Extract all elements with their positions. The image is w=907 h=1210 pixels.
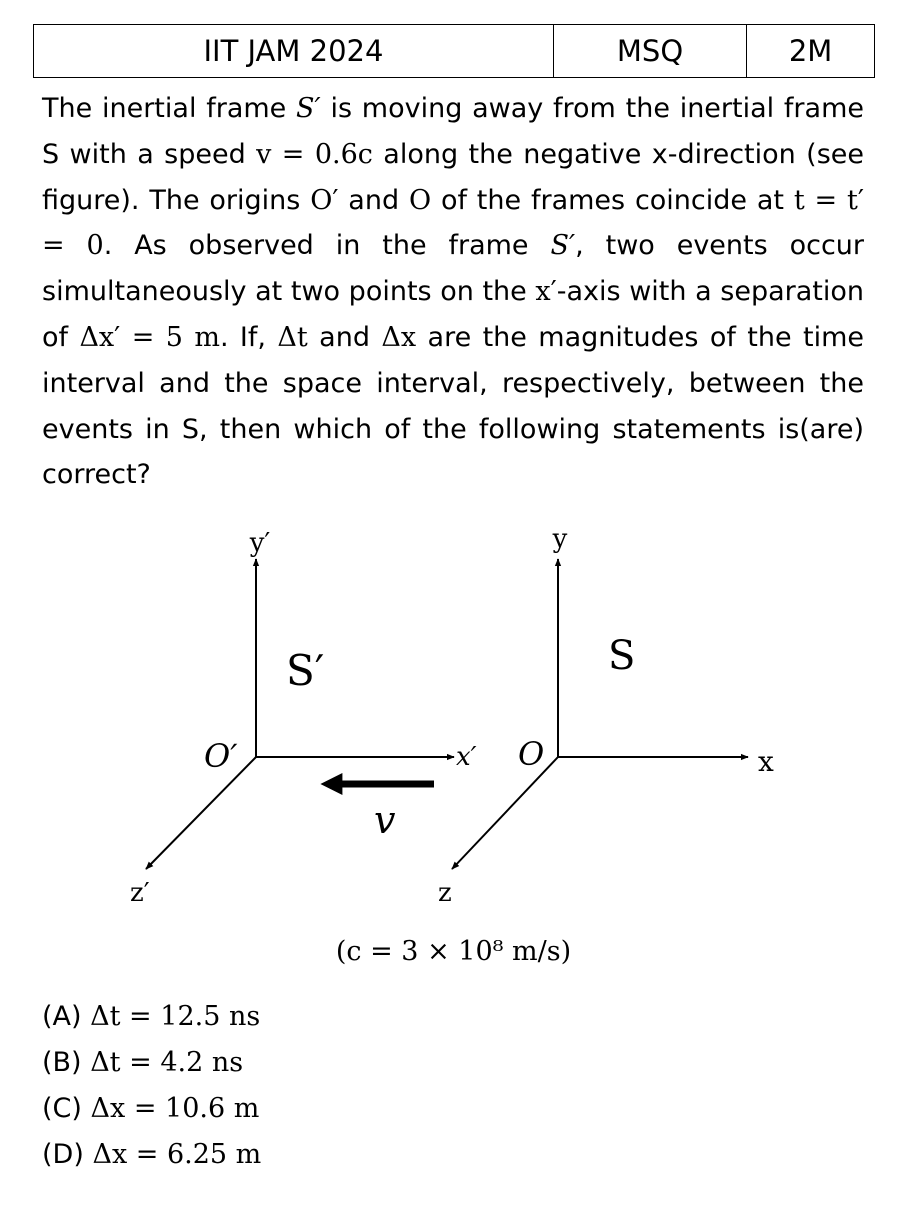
frame-s-prime-axes — [130, 528, 477, 908]
frames-figure — [118, 517, 788, 917]
header-table — [33, 24, 875, 78]
question-text-part: are the magnitudes of the time interval and the space interval, respectively, between the events in S, then which of the following statements is(are) correct? — [42, 321, 864, 491]
option-b-label: (B) — [42, 1047, 91, 1078]
question-text-part: is moving away from the inertial frame S with a speed — [42, 93, 864, 170]
option-a-value: Δt = 12.5 ns — [90, 1001, 261, 1032]
velocity-label: v — [374, 798, 396, 842]
z-prime-axis — [146, 757, 256, 869]
z-axis — [452, 757, 558, 869]
origin-prime-label: O′ — [204, 737, 238, 775]
marks-cell: 2M — [747, 25, 875, 78]
option-d-value: Δx = 6.25 m — [92, 1139, 262, 1170]
z-prime-label: z′ — [130, 878, 150, 908]
option-c[interactable] — [42, 1086, 261, 1132]
question-text-part: and — [307, 321, 382, 353]
x-prime-label: x′ — [456, 742, 477, 772]
option-b[interactable] — [42, 1040, 261, 1086]
exam-name-cell: IIT JAM 2024 — [34, 25, 554, 78]
question-text-part: along the negative x-direction (see figure). The origins — [42, 138, 864, 216]
question-text-part: The inertial frame — [42, 93, 297, 124]
question-text-part: . As observed in the frame — [103, 230, 551, 262]
question-text-part: of the frames coincide at — [431, 184, 794, 216]
frame-s-label: S — [608, 633, 636, 679]
question-text-part: . If, — [219, 321, 278, 353]
math-frame-s-prime: S′ — [550, 230, 576, 262]
math-x-prime: x′ — [535, 276, 557, 308]
z-label: z — [438, 878, 452, 908]
y-prime-label: y′ — [249, 528, 271, 558]
question-text — [42, 86, 864, 498]
question-type-cell: MSQ — [553, 25, 746, 78]
math-time-zero: t = t′ = 0 — [42, 184, 864, 262]
option-d[interactable] — [42, 1132, 261, 1178]
question-text-part: , two events occur simultaneously at two points on the — [42, 230, 864, 308]
math-delta-x: Δx — [381, 321, 417, 353]
option-a[interactable] — [42, 994, 261, 1040]
option-b-value: Δt = 4.2 ns — [90, 1047, 244, 1078]
math-origin: O — [408, 184, 432, 216]
velocity-indicator — [338, 784, 434, 842]
question-text-part: and — [338, 184, 409, 216]
frame-s-axes — [438, 524, 774, 908]
option-c-label: (C) — [42, 1093, 91, 1124]
question-text-part: -axis with a separation of — [42, 276, 865, 353]
math-origin-prime: O′ — [310, 184, 339, 216]
math-separation: Δx′ = 5 m — [79, 321, 220, 353]
math-delta-t: Δt — [277, 321, 308, 353]
math-frame-s-prime: S′ — [296, 93, 321, 124]
math-speed: v = 0.6c — [256, 138, 373, 170]
option-d-label: (D) — [42, 1139, 93, 1170]
x-label: x — [758, 745, 774, 778]
frame-s-prime-label: S′ — [286, 646, 325, 695]
option-a-label: (A) — [42, 1001, 91, 1032]
option-c-value: Δx = 10.6 m — [90, 1093, 260, 1124]
origin-label: O — [518, 735, 545, 773]
answer-options — [42, 994, 261, 1178]
speed-of-light-constant: (c = 3 × 10⁸ m/s) — [335, 936, 572, 967]
y-label: y — [552, 524, 568, 554]
